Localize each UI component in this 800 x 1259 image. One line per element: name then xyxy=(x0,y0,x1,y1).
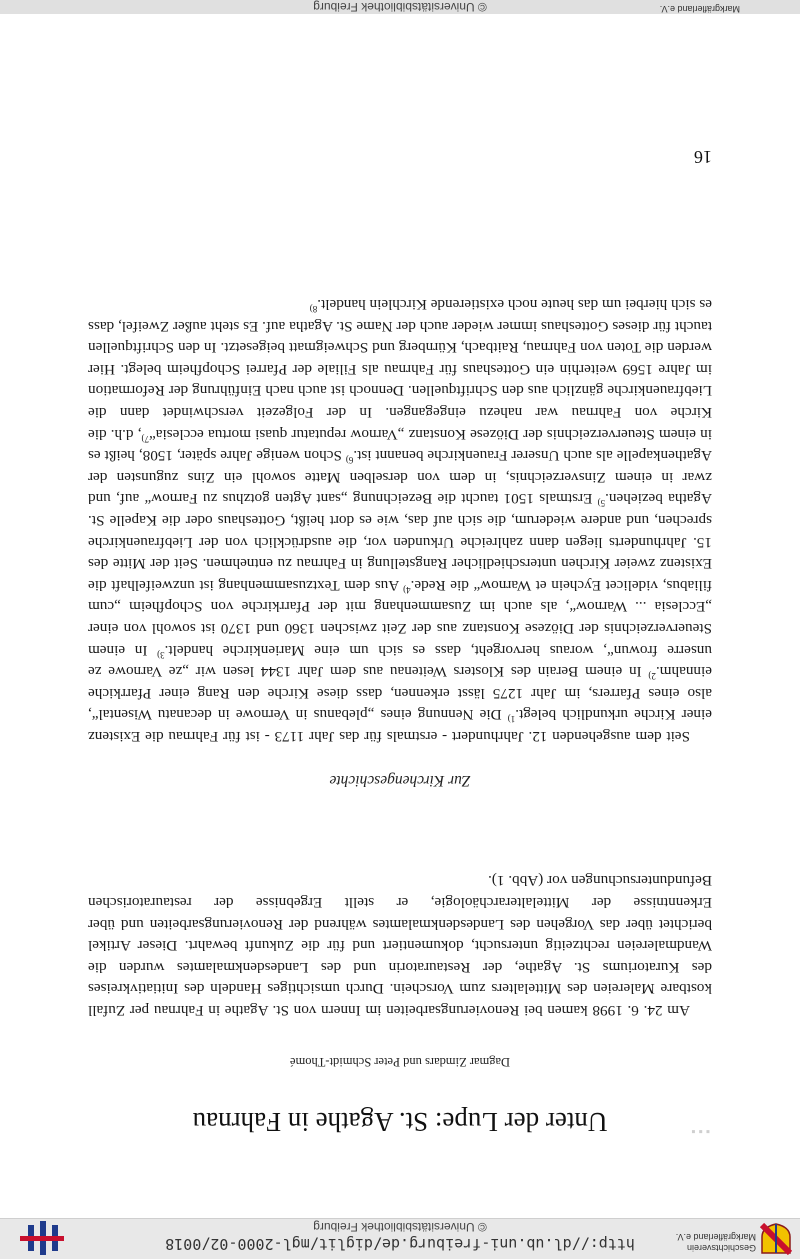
page-number: 16 xyxy=(694,147,712,167)
footnote-ref: 8) xyxy=(309,304,318,315)
text-run: Aus dem Textzusammenhang ist unzweifelhaft die Existenz zweier Kirchen unterschiedlicher Rangstellung in Fahrnau zu entnehmen. Seit der Mitte des 15. Jahrhunderts liegen dann zahlreiche Urkunden vor, die ausdrücklich von der Liebfrauenkirche sprechen, und andere wiederum, die sich auf das, wie es dort heißt, Gotteshaus oder die Kapelle St. Agatha beziehen. xyxy=(88,490,712,594)
text-run: , d.h. die Kirche von Fahrnau war nahezu eingegangen. In der Folgezeit verschwindet dann die Liebfrauenkirche gänzlich aus den Schriftquellen. Dennoch ist auch nach Einführung der Reformation im Jahre 1569 weiterhin ein Gotteshaus für Fahrnau als Filiale der Pfarrei Schopfheim belegt. Hier werden die Toten von Fahrnau, Raitbach, Kürnberg und Schweigmatt beigesetzt. In den Schriftquellen taucht für dieses Gotteshaus immer wieder auch der Name St. Agatha auf. Es steht außer Zweifel, dass es sich hierbei um das heute noch existierende Kirchlein handelt. xyxy=(88,296,712,443)
document-url[interactable]: http://dl.ub.uni-freiburg.de/diglit/mgl-2000-02/0018 xyxy=(165,1235,635,1253)
association-line-2: Markgräflerland e.V. xyxy=(675,1232,756,1242)
footer-copyright: © Universitätsbibliothek Freiburg xyxy=(313,0,487,14)
university-library-logo-icon xyxy=(20,1221,64,1255)
text-run: In einem Berain des Klosters Weitenau aus dem Jahr 1344 lesen wir „ze Varnowe ze unserre frowun“, woraus hervorgeht, dass es sich um eine Marienkirche handelt. xyxy=(88,641,712,681)
church-history-paragraph xyxy=(88,294,712,747)
article-authors: Dagmar Zimdars und Peter Schmidt-Thomé xyxy=(289,1055,511,1069)
viewer-footer-bar xyxy=(0,0,800,14)
association-line-1: Geschichtsverein xyxy=(686,1243,756,1253)
footnote-ref: 4) xyxy=(403,584,411,595)
bleed-through-mark: ▪ ▪ ▪ xyxy=(691,1125,710,1139)
viewer-header-bar xyxy=(0,1218,800,1259)
footnote-ref: 7) xyxy=(141,433,149,444)
article-title: Unter der Lupe: St. Agathe in Fahrnau xyxy=(192,1107,608,1137)
text-run: Schon wenige Jahre später, 1508, heißt es in einem Steuerverzeichnis der Diözese Konstanz „Varnow reputatur quasi mortua ecclesia“ xyxy=(88,425,712,465)
text-run: Die Nennung eines „plebanus in Vernowe in decanatu Wisental“, also eines Pfarrers, im Jahr 1275 lässt erkennen, dass diese Kirche den Rang einer Pfarrkiche einnahm. xyxy=(88,663,712,724)
footnote-ref: 2) xyxy=(648,671,656,682)
footer-association: Markgräflerland e.V. xyxy=(659,4,740,14)
section-heading: Zur Kirchengeschichte xyxy=(329,772,471,789)
intro-paragraph-block xyxy=(88,870,712,1021)
footnote-ref: 6) xyxy=(345,455,354,466)
text-run: In einem Steuerverzeichnis der Diözese Konstanz aus der Zeit zwischen 1360 und 1370 ist sowohl von einer „Ecclesia ... Warnow“, als auch im Zusammenhang mit der Pfarrkirche von Schopfheim „cum filiabus, videlicet Eychein et Warnow“ die Rede. xyxy=(88,576,712,659)
main-paragraph-block xyxy=(88,294,712,747)
text-run: Erstmals 1501 taucht die Bezeichnung „sant Agten gotzhus zu Farnow“ auf, und zwar in einem Zinsverzeichnis, in dem von derselben Matte sowohl ein Zins zugunsten der Agathenkapelle als auch Unserer Frauenkirche benannt ist. xyxy=(88,447,712,508)
text-run: Seit dem ausgehenden 12. Jahrhundert - erstmals für das Jahr 1173 - ist für Fahrnau die Existenz einer Kirche urkundlich belegt. xyxy=(88,706,712,745)
intro-paragraph: Am 24. 6. 1998 kamen bei Renovierungsarbeiten im Innern von St. Agathe in Fahrnau per Zufall kostbare Malereien des Mittelalters zum Vorschein. Durch umsichtiges Handeln des Initiativkreises des Kuratoriums St. Agathe, der Restauratorin und des Landesdenkmalamtes wurden die Wandmalereien rechtzeitig untersucht, dokumentiert und für die Zukunft bewahrt. Dieser Artikel berichtet über das Vorgehen des Landesdenkmalamtes während der Renovierungsarbeiten und über Erkenntnisse der Mittelalterarchäologie, er stellt Ergebnisse der restauratorischen Befunduntersuchungen vor (Abb. 1). xyxy=(88,872,712,1019)
library-copyright: © Universitätsbibliothek Freiburg xyxy=(313,1220,487,1234)
footnote-ref: 1) xyxy=(507,714,516,725)
footnote-ref: 5) xyxy=(597,498,606,509)
footnote-ref: 3) xyxy=(157,649,165,660)
